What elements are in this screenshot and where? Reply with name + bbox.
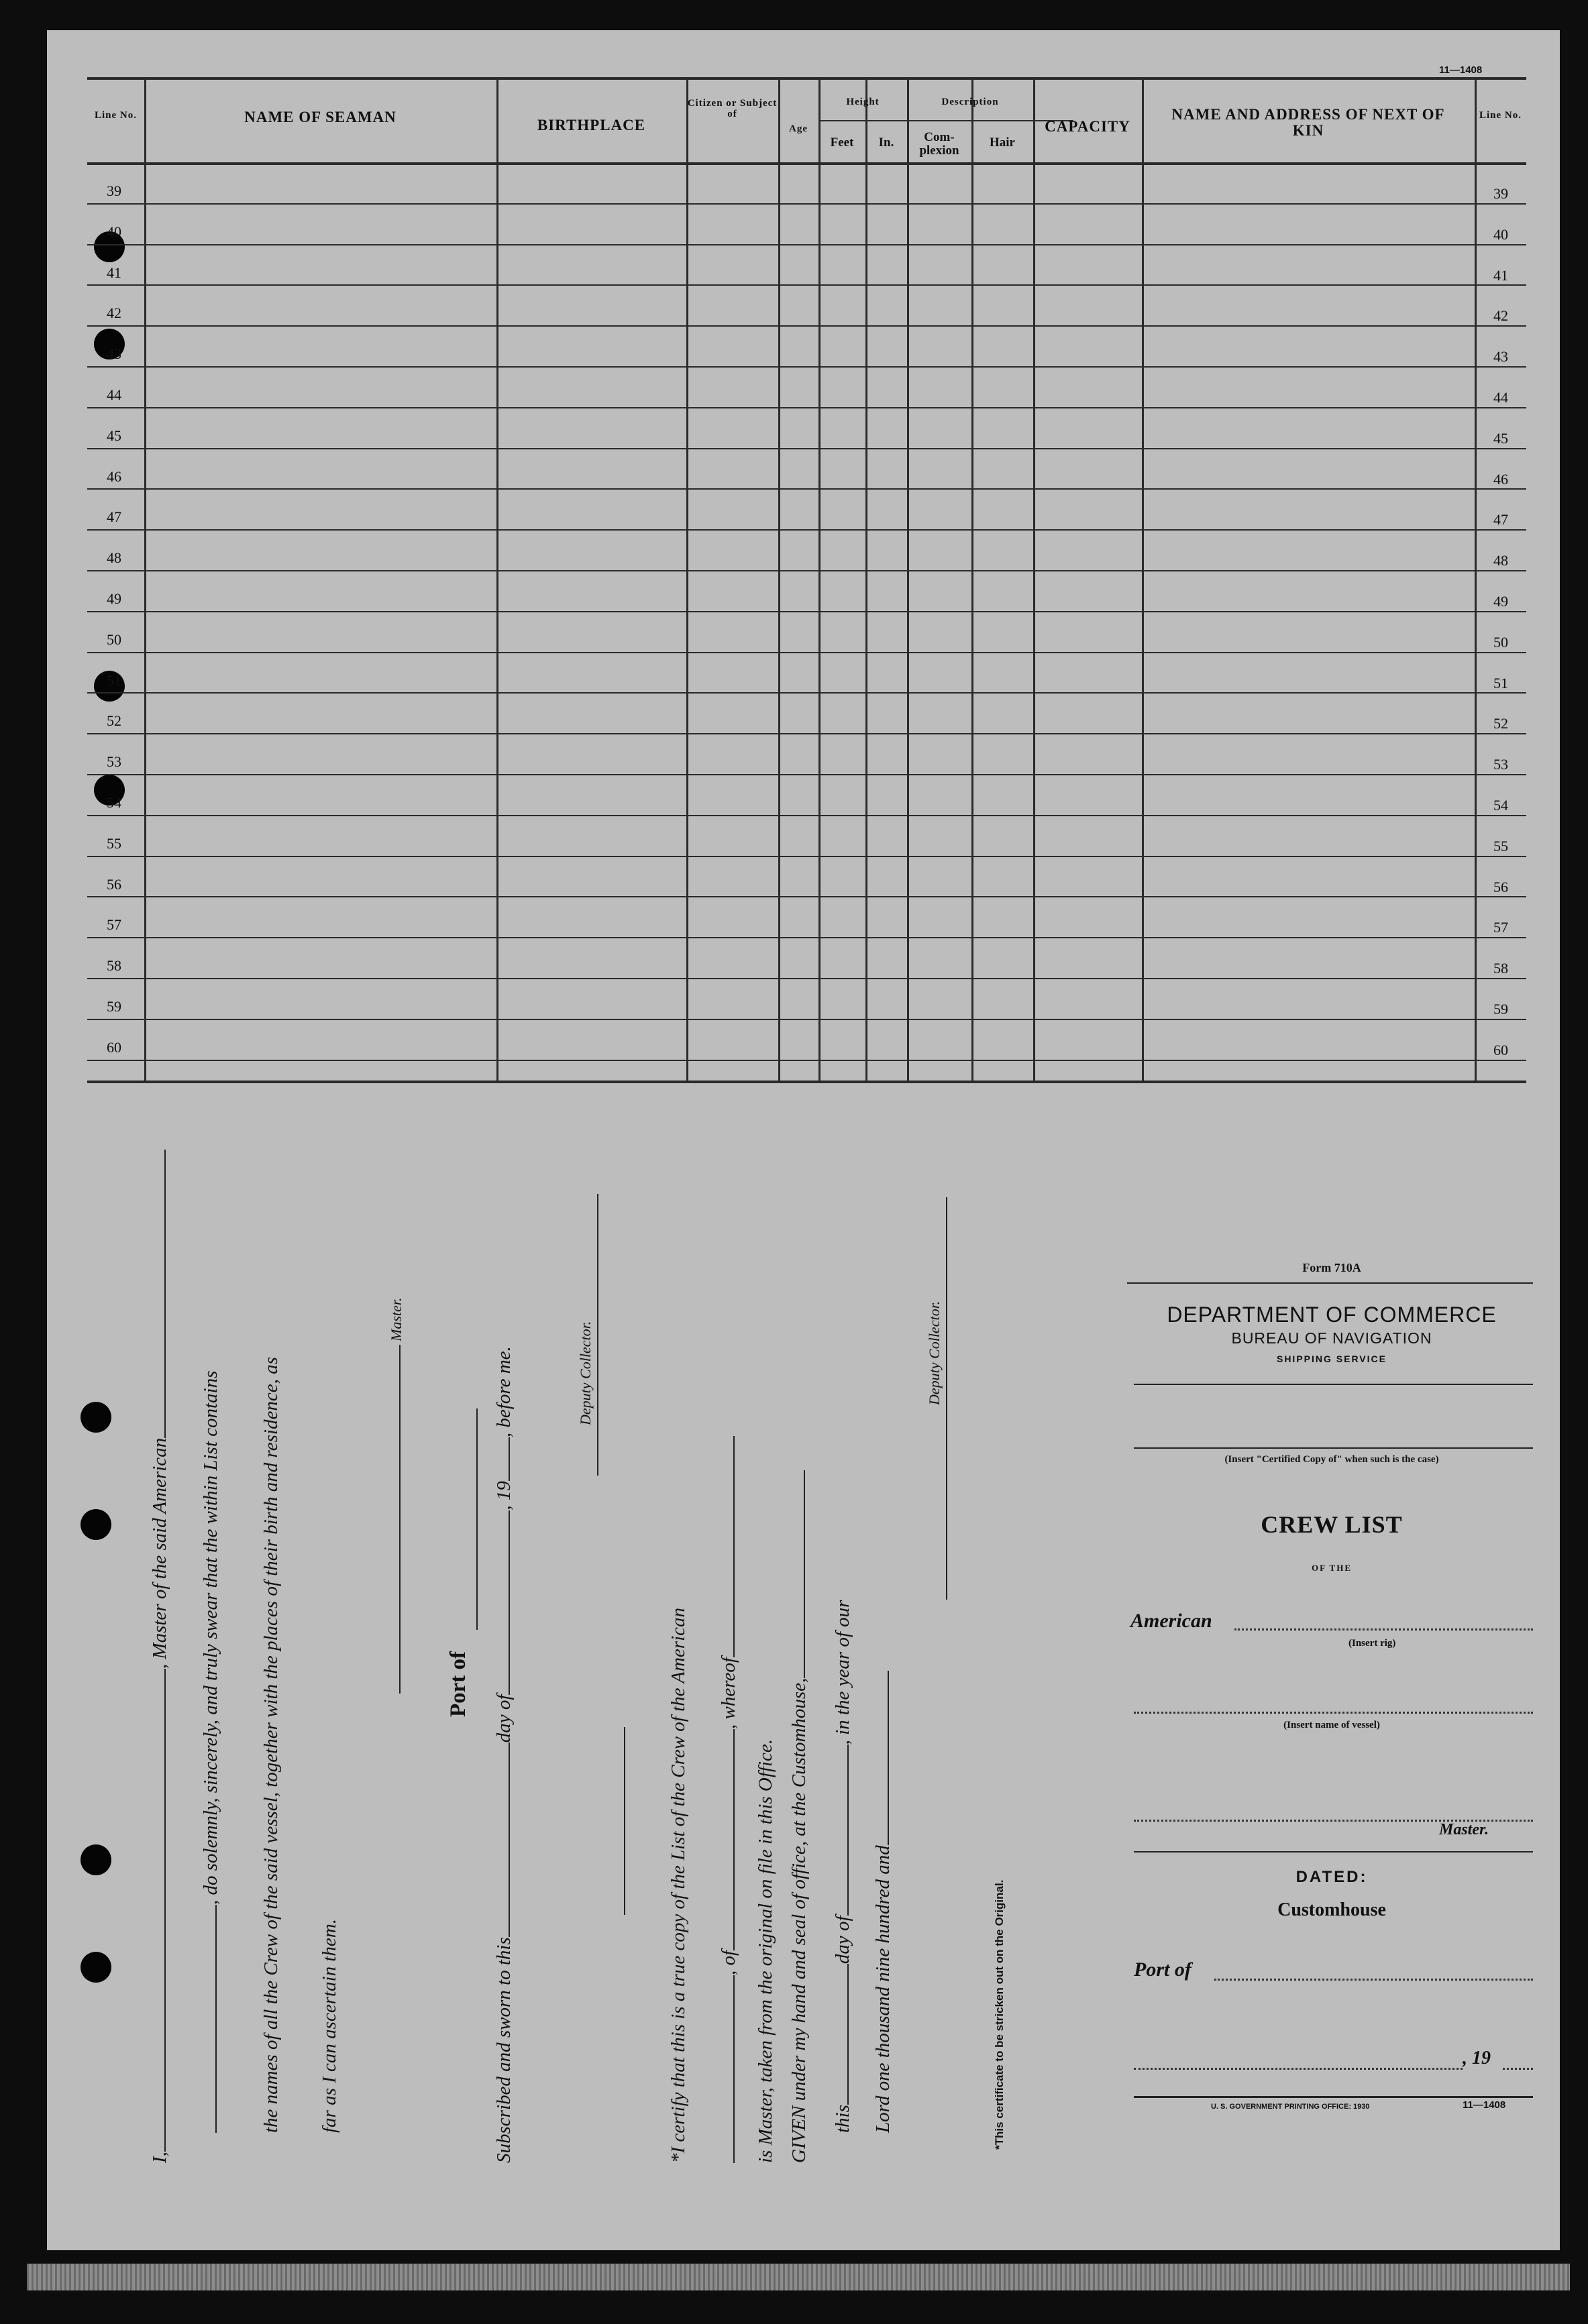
scan-edge [27, 2264, 1570, 2290]
row-divider [87, 244, 1526, 245]
sworn-year-field[interactable] [508, 1437, 510, 1481]
header-inches: In. [878, 135, 894, 150]
shipping-service: SHIPPING SERVICE [1276, 1353, 1387, 1364]
footnote: *This certificate to be stricken out on the Original. [993, 1879, 1006, 2150]
printing-office: U. S. GOVERNMENT PRINTING OFFICE: 1930 [1211, 2103, 1370, 2111]
row-divider [87, 774, 1526, 775]
lord-line: Lord one thousand nine hundred and [872, 1671, 894, 2133]
row-divider [87, 407, 1526, 408]
masters-declaration [141, 1170, 1080, 2163]
line-number: 55 [107, 834, 121, 852]
header-hair: Hair [990, 135, 1015, 150]
row-divider [87, 1060, 1526, 1061]
deputy-collector-signature-line-2[interactable] [946, 1197, 947, 1600]
line-number: 46 [107, 467, 121, 485]
line-number: 39 [107, 182, 121, 199]
line-number: 51 [107, 671, 121, 689]
master-label: Master. [388, 1297, 405, 1341]
line-number: 60 [107, 1038, 121, 1056]
customhouse-field[interactable] [803, 1470, 805, 1678]
line-number: 47 [107, 508, 121, 526]
crew-table [87, 77, 1526, 1083]
master-label-panel: Master. [1439, 1821, 1489, 1838]
row-divider [87, 529, 1526, 531]
line-number-right: 40 [1493, 225, 1508, 243]
header-description: Description [941, 97, 999, 107]
form-number-bottom: 11—1408 [1463, 2099, 1506, 2111]
certificate-line-2: , of, whereof [718, 1436, 740, 2163]
line-number-right: 53 [1493, 756, 1508, 773]
row-divider [87, 570, 1526, 571]
line-number-right: 41 [1493, 266, 1508, 284]
deputy-collector-label-2: Deputy Collector. [926, 1301, 943, 1405]
row-divider [87, 366, 1526, 368]
punch-hole [81, 1509, 111, 1540]
vessel-name-field[interactable] [1134, 1712, 1533, 1714]
oath-line-2: , do solemnly, sincerely, and truly swear that the within List contains [200, 1371, 222, 2133]
line-number-right: 56 [1493, 878, 1508, 895]
row-divider [87, 815, 1526, 816]
oath-line-4: far as I can ascertain them. [319, 1919, 340, 2133]
header-next-of-kin: NAME AND ADDRESS OF NEXT OF KIN [1171, 106, 1445, 140]
certified-copy-line[interactable] [1134, 1447, 1533, 1449]
oath-line-1: I,, Master of the said American [149, 1150, 171, 2163]
line-number-right: 52 [1493, 715, 1508, 732]
american-label: American [1130, 1610, 1212, 1632]
row-divider [87, 652, 1526, 653]
line-number-right: 51 [1493, 674, 1508, 691]
cert-master-field[interactable] [733, 1436, 735, 1657]
crew-list-title: CREW LIST [1261, 1511, 1403, 1538]
insert-rig: (Insert rig) [1348, 1638, 1396, 1649]
year-prefix: , 19 [1463, 2048, 1491, 2068]
form-number-top: 11—1408 [1439, 64, 1483, 76]
line-number-right: 50 [1493, 633, 1508, 651]
line-number-right: 42 [1493, 307, 1508, 325]
row-divider [87, 1019, 1526, 1020]
row-divider [87, 733, 1526, 734]
line-number-right: 49 [1493, 593, 1508, 610]
header-feet: Feet [830, 135, 854, 150]
line-number: 45 [107, 427, 121, 444]
port-field-panel[interactable] [1214, 1979, 1533, 1981]
header-line-no-right: Line No. [1479, 110, 1522, 121]
certificate-line: *I certify that this is a true copy of the List of the Crew of the American [668, 1607, 689, 2163]
deputy-collector-label: Deputy Collector. [577, 1321, 594, 1425]
line-number: 50 [107, 630, 121, 648]
oath-line-3: the names of all the Crew of the said vessel, together with the places of their birth and residence, as [260, 1357, 282, 2133]
cert-year-field[interactable] [887, 1671, 889, 1845]
year-field[interactable] [1503, 2068, 1533, 2070]
line-number: 56 [107, 875, 121, 893]
certificate-line-3: is Master, taken from the original on file in this Office. [755, 1738, 776, 2163]
customhouse-label: Customhouse [1277, 1899, 1386, 1920]
insert-certified-note: (Insert "Certified Copy of" when such is the case) [1224, 1454, 1439, 1465]
vessel-rig-field[interactable] [215, 1905, 217, 2133]
sworn-day-field[interactable] [508, 1742, 510, 1937]
cert-day-field[interactable] [847, 1964, 849, 2105]
line-number-right: 46 [1493, 470, 1508, 488]
cert-month-field[interactable] [847, 1745, 849, 1916]
line-number: 43 [107, 345, 121, 363]
line-number: 59 [107, 998, 121, 1015]
this-day-line: thisday of, in the year of our [832, 1600, 853, 2133]
seal-line [624, 1727, 625, 1915]
punch-hole [81, 1402, 111, 1433]
punch-hole [81, 1952, 111, 1983]
rig-field[interactable] [1234, 1628, 1533, 1630]
row-divider [87, 856, 1526, 857]
line-number: 52 [107, 712, 121, 730]
line-number-right: 58 [1493, 960, 1508, 977]
header-line-no: Line No. [94, 110, 137, 121]
cert-vessel-field[interactable] [733, 1975, 735, 2163]
bureau: BUREAU OF NAVIGATION [1231, 1329, 1432, 1347]
given-line: GIVEN under my hand and seal of office, at the Customhouse, [788, 1470, 810, 2163]
line-number-right: 48 [1493, 552, 1508, 569]
line-number: 41 [107, 264, 121, 281]
line-number-right: 44 [1493, 389, 1508, 406]
row-divider [87, 937, 1526, 938]
line-number: 40 [107, 223, 121, 240]
master-signature-line[interactable] [399, 1345, 401, 1694]
punch-hole [81, 1844, 111, 1875]
line-number-right: 39 [1493, 185, 1508, 202]
subscribed-line: Subscribed and sworn to thisday of, 19, before me. [493, 1346, 515, 2163]
line-number: 48 [107, 549, 121, 567]
date-field[interactable] [1134, 2068, 1463, 2070]
deputy-collector-signature-line[interactable] [597, 1194, 598, 1476]
department: DEPARTMENT OF COMMERCE [1167, 1303, 1497, 1327]
header-birthplace: BIRTHPLACE [537, 117, 646, 133]
line-number: 57 [107, 916, 121, 934]
port-field[interactable] [476, 1408, 478, 1630]
line-number-right: 59 [1493, 1001, 1508, 1017]
row-divider [87, 203, 1526, 205]
header-height: Height [846, 97, 880, 107]
port-of-panel: Port of [1134, 1958, 1192, 1981]
line-number: 58 [107, 957, 121, 975]
header-capacity: CAPACITY [1045, 118, 1130, 135]
line-number-right: 45 [1493, 429, 1508, 447]
header-name-of-seaman: NAME OF SEAMAN [244, 109, 396, 125]
row-divider [87, 611, 1526, 612]
sworn-month-field[interactable] [508, 1510, 510, 1695]
row-divider [87, 325, 1526, 327]
row-divider [87, 692, 1526, 694]
line-number-right: 43 [1493, 348, 1508, 366]
master-name-field[interactable] [164, 1669, 166, 2152]
row-divider [87, 896, 1526, 897]
row-divider [87, 488, 1526, 490]
line-number: 54 [107, 794, 121, 811]
cert-port-field[interactable] [733, 1729, 735, 1950]
line-number-right: 54 [1493, 797, 1508, 814]
row-divider [87, 284, 1526, 286]
header-age: Age [789, 123, 808, 134]
header-citizen: Citizen or Subject of [687, 98, 778, 119]
header-complexion: Com- plexion [919, 130, 959, 158]
line-number: 49 [107, 590, 121, 607]
insert-vessel: (Insert name of vessel) [1283, 1720, 1380, 1730]
of-the: OF THE [1311, 1563, 1353, 1573]
line-number-right: 55 [1493, 837, 1508, 854]
dated-label: DATED: [1295, 1868, 1368, 1886]
form-710a: Form 710A [1302, 1261, 1361, 1274]
line-number-right: 57 [1493, 919, 1508, 936]
row-divider [87, 448, 1526, 449]
line-number-right: 60 [1493, 1041, 1508, 1058]
row-divider [87, 978, 1526, 979]
line-number: 42 [107, 305, 121, 322]
line-number-right: 47 [1493, 511, 1508, 529]
vessel-name-field[interactable] [164, 1150, 166, 1438]
port-of-label: Port of [446, 1651, 470, 1717]
line-number: 53 [107, 753, 121, 771]
line-number: 44 [107, 386, 121, 403]
